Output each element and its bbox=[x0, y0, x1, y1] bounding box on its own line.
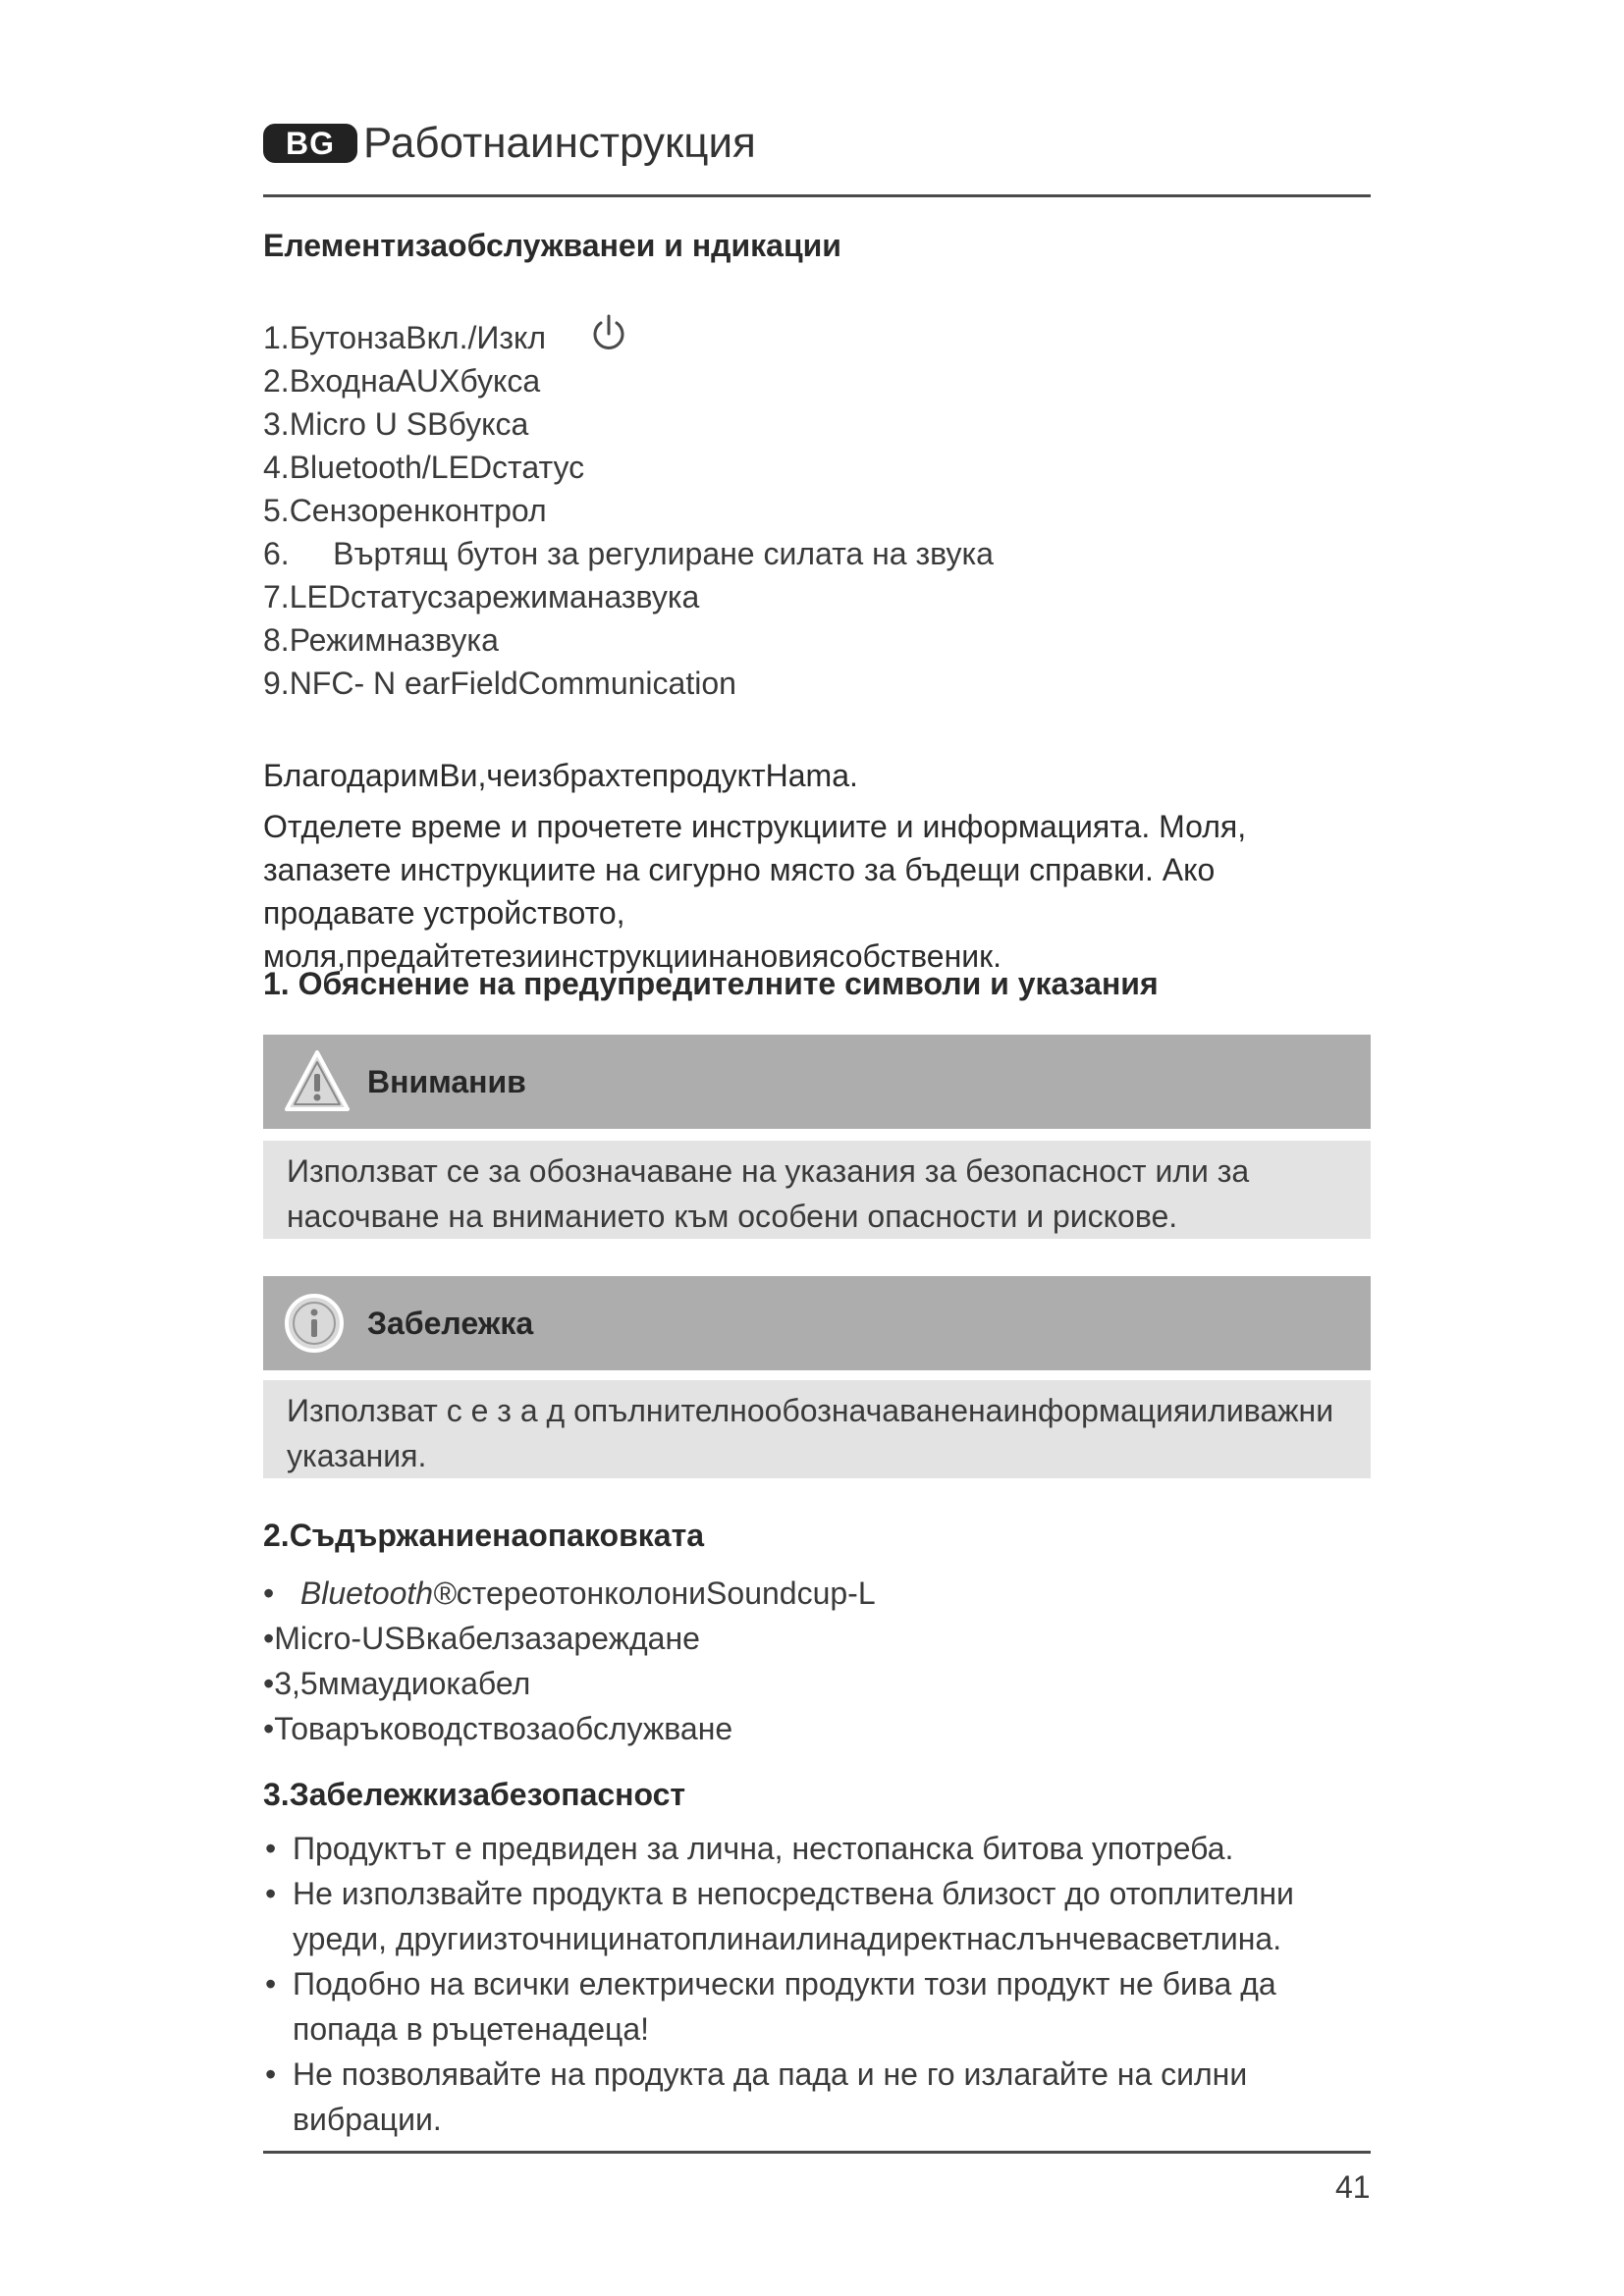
language-badge: BG bbox=[263, 124, 357, 163]
brand-name: Bluetooth® bbox=[299, 1575, 457, 1611]
list-item bbox=[263, 618, 994, 662]
control-item-label: 1.БутонзаВкл./Изкл bbox=[263, 320, 547, 355]
list-item-text: 3,5ммаудиокабел bbox=[274, 1666, 531, 1701]
control-item-label: 7.LEDстатусзарежиманазвука bbox=[263, 579, 700, 614]
list-item bbox=[263, 402, 994, 446]
list-item bbox=[263, 316, 994, 359]
control-item-label: 2.ВходнаAUXбукса bbox=[263, 363, 541, 399]
list-item-text: Товаръководствозаобслужване bbox=[274, 1711, 733, 1746]
info-icon bbox=[283, 1292, 346, 1355]
list-item bbox=[263, 1661, 876, 1706]
package-contents-list bbox=[263, 1571, 876, 1751]
control-item-label: 3.Micro U SBбукса bbox=[263, 406, 529, 442]
list-item-text: стереотонколониSoundcup-L bbox=[456, 1575, 876, 1611]
list-item-text: Micro-USBкабелзазареждане bbox=[274, 1621, 700, 1656]
list-item bbox=[263, 1616, 876, 1661]
section3-heading: 3.Забележкизабезопасност bbox=[263, 1777, 686, 1812]
list-item bbox=[263, 2052, 1371, 2142]
controls-heading: Елементизаобслужванеи и ндикации bbox=[263, 228, 841, 263]
list-item bbox=[263, 489, 994, 532]
bullet: • bbox=[265, 2056, 277, 2092]
footer-divider bbox=[263, 2151, 1371, 2154]
warning-box-body: Използват се за обозначаване на указания за безопасност или за насочване на вниманието към особени опасности и рискове. bbox=[263, 1141, 1371, 1239]
list-item-text: Подобно на всички електрически продукти този продукт не бива да попада в ръцетенадеца! bbox=[293, 1966, 1276, 2047]
list-item-text: Не използвайте продукта в непосредствена близост до отоплителни уреди, другиизточницинатоплинаилинадиректнаслънчевасветлина. bbox=[293, 1876, 1294, 1956]
control-item-label: 4.Bluetooth/LEDстатус bbox=[263, 450, 585, 485]
header-divider bbox=[263, 194, 1371, 197]
list-item bbox=[263, 359, 994, 402]
list-item bbox=[263, 662, 994, 705]
list-item bbox=[263, 532, 994, 575]
bullet: • bbox=[263, 1621, 275, 1656]
page-number: 41 bbox=[1335, 2169, 1371, 2205]
list-item-text: Продуктът е предвиден за лична, нестопанска битова употреба. bbox=[293, 1831, 1234, 1866]
control-item-label: 9.NFC- N earFieldCommunication bbox=[263, 666, 736, 701]
bullet: • bbox=[263, 1666, 275, 1701]
thanks-line: БлагодаримВи,чеизбрахтепродуктHama. bbox=[263, 758, 858, 793]
intro-paragraph: Отделете време и прочетете инструкциите и информацията. Моля, запазете инструкциите на сигурно място за бъдещи справки. Ако продавате устройството, моля,предайтетезиинструкциинановиясобственик. bbox=[263, 809, 1247, 974]
note-label: Забележка bbox=[367, 1306, 534, 1341]
list-item bbox=[263, 1961, 1371, 2052]
list-item bbox=[263, 1571, 876, 1616]
document-title: Работнаинструкция bbox=[363, 119, 756, 167]
warning-label: Вниманив bbox=[367, 1064, 526, 1099]
controls-list bbox=[263, 316, 994, 705]
bullet: • bbox=[265, 1966, 277, 2002]
list-item bbox=[263, 1826, 1371, 1871]
bullet: • bbox=[263, 1575, 275, 1611]
list-item bbox=[263, 575, 994, 618]
bullet: • bbox=[265, 1831, 277, 1866]
list-item bbox=[263, 1871, 1371, 1961]
warning-triangle-icon bbox=[283, 1048, 352, 1113]
control-item-label: 8.Режимназвука bbox=[263, 622, 499, 658]
bullet: • bbox=[265, 1876, 277, 1911]
list-item-text: Не позволявайте на продукта да пада и не го излагайте на силни вибрации. bbox=[293, 2056, 1248, 2137]
power-icon bbox=[587, 312, 630, 355]
intro-section bbox=[263, 754, 1371, 978]
warning-box-header bbox=[263, 1035, 1371, 1129]
list-item bbox=[263, 1706, 876, 1751]
control-item-label: 5.Сензоренконтрол bbox=[263, 493, 547, 528]
note-box-body: Използват с е з а д опълнителнообозначаваненаинформацияиливажни указания. bbox=[263, 1380, 1371, 1478]
section1-heading: 1. Обяснение на предупредителните символи и указания bbox=[263, 966, 1159, 1001]
control-item-label: 6. Въртящ бутон за регулиране силата на звука bbox=[263, 536, 994, 571]
safety-notes-list bbox=[263, 1826, 1371, 2142]
note-box-header bbox=[263, 1276, 1371, 1370]
bullet: • bbox=[263, 1711, 275, 1746]
section2-heading: 2.Съдържаниенаопаковката bbox=[263, 1518, 705, 1553]
list-item bbox=[263, 446, 994, 489]
